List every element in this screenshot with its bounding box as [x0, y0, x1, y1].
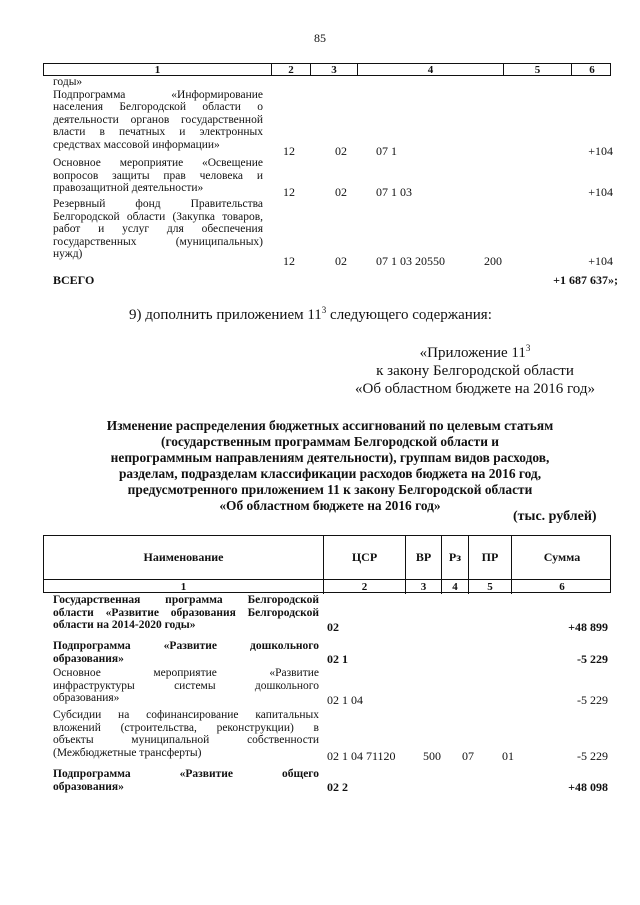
- table2-number-col-2: 2: [324, 580, 406, 594]
- document-title: [80, 418, 580, 514]
- table2-number-col-6: 6: [559, 581, 565, 593]
- table2-number-col-5: 5: [469, 580, 512, 594]
- table1-header-col-1: 1: [44, 64, 272, 75]
- table2-row-2-sum: -5 229: [577, 652, 608, 666]
- table2-row-4-vr: 500: [423, 749, 441, 763]
- table1-header-col-5: 5: [504, 64, 572, 75]
- table2-row-4-rz: 07: [462, 749, 474, 763]
- table1-row-2-name-line: вопросов защиты прав человека и: [53, 169, 263, 182]
- table2-header-csr: ЦСР: [324, 536, 406, 579]
- table2-header: [43, 535, 611, 593]
- table1-row-1-name-line: Подпрограмма «Информирование: [53, 88, 263, 101]
- instruction-sup: 3: [321, 305, 327, 315]
- table1-row-3-name: [53, 198, 263, 261]
- table2-number-row: [44, 579, 610, 594]
- table1-row-1-pr: 02: [335, 144, 347, 158]
- annex-line-3: «Об областном бюджете на 2016 год»: [355, 381, 595, 397]
- table1-row-3-name-line: Белгородской области (Закупка товаров,: [53, 210, 263, 223]
- table1-row-3-vr: 200: [484, 254, 502, 268]
- table2-row-5-csr: 02 2: [327, 780, 348, 794]
- table2-header-sum: Сумма: [543, 550, 581, 564]
- table2-row-1-name: [53, 594, 319, 632]
- table2-header-rz: Рз: [442, 536, 469, 579]
- table1-row-1-name-line: власти в печатных и электронных: [53, 126, 263, 139]
- table1-row-2-csr: 07 1 03: [376, 185, 412, 199]
- title-line: непрограммным направлениям деятельности), группам видов расходов,: [110, 450, 550, 465]
- table1-total-label: ВСЕГО: [53, 273, 95, 287]
- table2-row-4-csr: 02 1 04 71120: [327, 749, 396, 763]
- table2-row-3-name-line: инфраструктуры системы дошкольного: [53, 679, 319, 692]
- table1-row-1-name-line: средствах массовой информации»: [53, 138, 220, 151]
- table2-row-1-name-line: Государственная программа Белгородской: [53, 594, 319, 606]
- table1-row-2-name: [53, 157, 263, 195]
- table2-row-2-csr: 02 1: [327, 652, 348, 666]
- table1-row-1-rz: 12: [283, 144, 295, 158]
- table1-row-3-csr: 07 1 03 20550: [376, 254, 445, 268]
- table1-row-2-name-line: Основное мероприятие «Освещение: [53, 157, 263, 169]
- table2-row-4-sum: -5 229: [577, 749, 608, 763]
- table2-row-4-name: [53, 709, 319, 759]
- table1-row-2-pr: 02: [335, 185, 347, 199]
- table1-row-1-name-line: деятельности органов государственной: [53, 113, 263, 126]
- table1-row-3-name-line: государственных (муниципальных): [53, 235, 263, 248]
- annex-line-2: к закону Белгородской области: [376, 363, 574, 379]
- table2-row-4-name-line: вложений (строительства, реконструкции) в: [53, 721, 319, 734]
- table2-row-2-name-line: образования»: [53, 652, 124, 665]
- table2-row-5-name-line: образования»: [53, 780, 124, 793]
- instruction-text: [129, 305, 492, 324]
- instruction-before: 9) дополнить приложением 11: [129, 307, 322, 323]
- table2-row-5-name: [53, 768, 319, 793]
- table2-row-5-sum: +48 098: [568, 780, 608, 794]
- title-line: предусмотренного приложением 11 к закону Белгородской области: [127, 482, 533, 497]
- title-line: разделам, подразделам классификации расходов бюджета на 2016 год,: [118, 466, 542, 481]
- table1-header-row: [43, 63, 611, 76]
- table1-header-col-2: 2: [272, 64, 311, 75]
- title-line: (государственным программам Белгородской области и: [161, 434, 499, 449]
- table2-row-3-name: [53, 667, 319, 705]
- table1-row-3-sum: +104: [588, 254, 613, 268]
- table2-row-4-name-line: объекты муниципальной собственности: [53, 734, 319, 747]
- annex-block: [330, 339, 620, 398]
- table1-row-1-name-line: годы»: [53, 76, 83, 88]
- annex-line-1-sup: 3: [525, 343, 531, 353]
- title-line: «Об областном бюджете на 2016 год»: [219, 498, 441, 513]
- table2-row-3-name-line: образования»: [53, 692, 120, 705]
- table2-number-col-3: 3: [406, 580, 442, 594]
- table1-row-3-rz: 12: [283, 254, 295, 268]
- table2-row-4-name-line: (Межбюджетные трансферты): [53, 746, 202, 759]
- table1-row-1-name: [53, 76, 263, 152]
- table1-header-col-6: 6: [589, 64, 595, 76]
- table1-row-1-csr: 07 1: [376, 144, 397, 158]
- table1-row-2-sum: +104: [588, 185, 613, 199]
- table2-row-3-sum: -5 229: [577, 693, 608, 707]
- table1-header-col-4: 4: [358, 64, 504, 75]
- table2-row-2-name: [53, 640, 319, 665]
- table1-row-3-name-line: работ и услуг для обеспечения: [53, 223, 263, 236]
- table1-row-2-name-line: правозащитной деятельности»: [53, 182, 204, 195]
- table1-row-3-name-line: нужд): [53, 248, 83, 261]
- table1-row-1-sum: +104: [588, 144, 613, 158]
- table1-row-3-pr: 02: [335, 254, 347, 268]
- table2-row-1-name-line: области на 2014-2020 годы»: [53, 619, 196, 632]
- table2-row-4-pr: 01: [502, 749, 514, 763]
- table2-row-4-name-line: Субсидии на софинансирование капитальных: [53, 709, 319, 721]
- table2-row-3-name-line: Основное мероприятие «Развитие: [53, 667, 319, 679]
- table2-header-vr: ВР: [406, 536, 442, 579]
- units-label: (тыс. рублей): [513, 509, 597, 524]
- title-line: Изменение распределения бюджетных ассигнований по целевым статьям: [106, 418, 554, 433]
- annex-line-1: [330, 339, 620, 362]
- page-number: 85: [314, 31, 326, 45]
- table1-row-2-rz: 12: [283, 185, 295, 199]
- table1-row-1-name-line: населения Белгородской области о: [53, 101, 263, 114]
- annex-line-1-text: «Приложение 11: [419, 345, 526, 361]
- table1-header-col-3: 3: [311, 64, 358, 75]
- table2-header-name: Наименование: [44, 536, 324, 579]
- table2-row-1-name-line: области «Развитие образования Белгородской: [53, 606, 319, 619]
- table1-total-value: +1 687 637»;: [553, 273, 618, 287]
- table2-number-col-1: 1: [44, 580, 324, 594]
- table2-row-2-name-line: Подпрограмма «Развитие дошкольного: [53, 640, 319, 652]
- table2-row-1-sum: +48 899: [568, 620, 608, 634]
- instruction-after: следующего содержания:: [326, 307, 492, 323]
- table1-row-3-name-line: Резервный фонд Правительства: [53, 198, 263, 210]
- table2-header-pr: ПР: [469, 536, 512, 579]
- table2-row-1-csr: 02: [327, 620, 339, 634]
- table2-number-col-4: 4: [442, 580, 469, 594]
- table2-row-5-name-line: Подпрограмма «Развитие общего: [53, 768, 319, 780]
- table2-row-3-csr: 02 1 04: [327, 693, 363, 707]
